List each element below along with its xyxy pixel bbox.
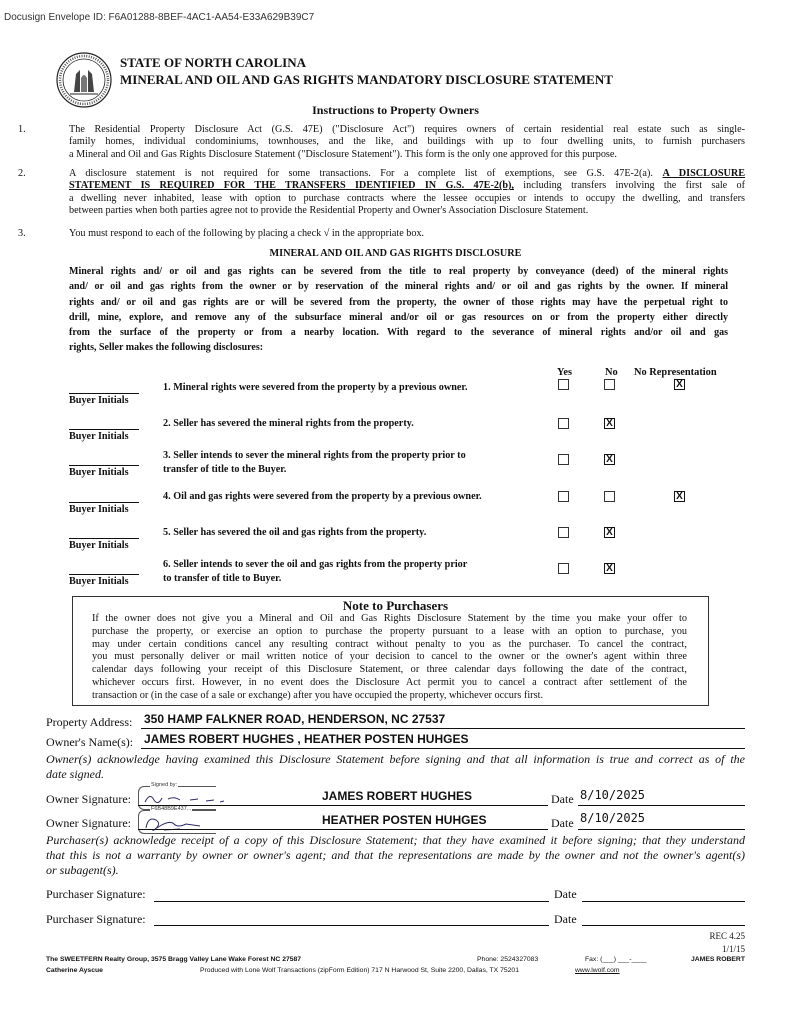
instruction-item-1	[69, 124, 745, 161]
text-line: Mineral rights and/ or oil and gas rights can be severed from the title to real property by conveyance (deed) of the mineral rights	[69, 266, 728, 277]
signed-by-caption: Signed by:	[151, 782, 177, 788]
text-line: 6. Seller intends to sever the oil and gas rights from the property prior	[163, 559, 468, 570]
text-line	[69, 168, 745, 180]
checkbox-norep-q1[interactable]: X	[674, 379, 685, 390]
text-line: 4. Oil and gas rights were severed from the property by a previous owner.	[163, 490, 482, 502]
purchaser-date-field[interactable]	[582, 925, 745, 926]
owner-signature-label: Owner Signature:	[46, 816, 131, 830]
buyer-initials-field[interactable]	[69, 502, 139, 503]
address-underline	[141, 728, 745, 729]
text-line: a Mineral and Oil and Gas Rights Disclosure Statement ("Disclosure Statement"). This form is the only one approved for this purpose.	[69, 148, 617, 160]
text-line	[69, 180, 745, 192]
text-line: 1. Mineral rights were severed from the property by a previous owner.	[163, 382, 468, 393]
transaction-party: JAMES ROBERT	[690, 956, 745, 963]
instructions-heading: Instructions to Property Owners	[312, 103, 479, 117]
item-number: 1.	[18, 124, 26, 135]
disclosure-heading: MINERAL AND OIL AND GAS RIGHTS DISCLOSURE	[269, 248, 522, 259]
text-line: to transfer of title to Buyer.	[163, 573, 282, 584]
checkbox-yes-q2[interactable]	[558, 418, 569, 429]
checkbox-yes-q3[interactable]	[558, 454, 569, 465]
owner-name-1: JAMES ROBERT HUGHES	[322, 789, 473, 803]
buyer-initials-field[interactable]	[69, 393, 139, 394]
text-line: between parties when both parties agree not to provide the Residential Property and Owner's Association Disclosure Statement.	[69, 205, 589, 217]
owners-name-label: Owner's Name(s):	[46, 735, 134, 749]
buyer-initials-label: Buyer Initials	[69, 467, 129, 479]
text-line: and/ or oil and gas rights from the owner or by reservation of the mineral rights and/ or oil and gas rights by the owner. If mineral	[69, 281, 728, 293]
text-line: 5. Seller has severed the oil and gas rights from the property.	[163, 526, 427, 538]
text-line: rights and/ or oil and gas rights are or will be severed from the property, the owner of those rights may have the perpetual right to	[69, 296, 728, 308]
purchaser-acknowledgement	[46, 833, 745, 878]
text-line: The Residential Property Disclosure Act (G.S. 47E) ("Disclosure Act") requires owners of certain residential real estate such as single-	[69, 124, 745, 135]
owner-name-2: HEATHER POSTEN HUHGES	[322, 813, 487, 827]
text-line: may under certain conditions cancel any resulting contract without penalty to you as the purchaser. To cancel the contract,	[92, 638, 687, 650]
state-seal-icon	[56, 52, 112, 108]
text-line: transaction or (in the case of a sale or exchange) after you have occupied the property, whichever occurs first.	[92, 689, 544, 701]
text-line: Owner(s) acknowledge having examined this Disclosure Statement before signing and that all information is true and correct as of the	[46, 752, 745, 766]
question-text	[163, 526, 426, 540]
produced-with: Produced with Lone Wolf Transactions (zipForm Edition) 717 N Harwood St, Suite 2200, Dallas, TX 75201	[200, 967, 519, 974]
state-heading: STATE OF NORTH CAROLINA	[120, 55, 307, 70]
date-label: Date	[554, 912, 577, 926]
purchaser-signature-label: Purchaser Signature:	[46, 887, 146, 901]
checkbox-no-q5[interactable]: X	[604, 527, 615, 538]
column-no: No	[605, 367, 618, 378]
date-label: Date	[551, 792, 574, 806]
form-title: MINERAL AND OIL AND GAS RIGHTS MANDATORY DISCLOSURE STATEMENT	[120, 72, 613, 87]
property-address-label: Property Address:	[46, 715, 133, 729]
signature-scribble-icon	[140, 812, 230, 834]
text-line: from the surface of the property or from a nearby location. With regard to the severance of mineral rights and/or oil and gas	[69, 327, 728, 339]
buyer-initials-label: Buyer Initials	[69, 503, 129, 515]
signature-id-caption: F6B48B9E437...	[151, 806, 192, 812]
purchaser-signature-field[interactable]	[154, 901, 549, 902]
question-text	[163, 490, 482, 504]
purchaser-signature-field[interactable]	[154, 925, 549, 926]
date-underline	[578, 805, 745, 806]
text-span: including transfers involving the first sale of	[523, 180, 746, 192]
checkbox-no-q4[interactable]	[604, 491, 615, 502]
note-heading: Note to Purchasers	[342, 598, 449, 613]
owner-signature-label: Owner Signature:	[46, 792, 131, 806]
owners-underline	[141, 748, 745, 749]
text-line: calendar days following your receipt of this Disclosure Statement, or three calendar days following the date of the contract,	[92, 664, 687, 676]
text-line: drill, mine, explore, and remove any of the subsurface mineral and/or oil or gas resources on or from the property either directly	[69, 311, 728, 323]
checkbox-yes-q6[interactable]	[558, 563, 569, 574]
checkbox-no-q6[interactable]: X	[604, 563, 615, 574]
question-text	[163, 381, 468, 395]
emphasis-text: A DISCLOSURE	[662, 168, 746, 179]
buyer-initials-field[interactable]	[69, 465, 139, 466]
date-underline	[578, 829, 745, 830]
text-line: that this is not a warranty by owner or owner's agent; and that the representations are made by the owner and not the owner's agent(s)	[46, 848, 745, 862]
signature-underline	[138, 829, 548, 830]
buyer-initials-label: Buyer Initials	[69, 395, 129, 406]
instruction-item-2	[69, 168, 745, 218]
checkbox-yes-q4[interactable]	[558, 491, 569, 502]
form-revision-date: 1/1/15	[721, 944, 745, 954]
buyer-initials-field[interactable]	[69, 538, 139, 539]
text-line: Purchaser(s) acknowledge receipt of a copy of this Disclosure Statement; that they have examined it before signing; that they understand	[46, 833, 745, 847]
disclosure-paragraph	[69, 264, 728, 356]
owner-date-1[interactable]: 8/10/2025	[580, 788, 646, 802]
question-text	[163, 449, 466, 477]
envelope-id: Docusign Envelope ID: F6A01288-8BEF-4AC1-AA54-E33A629B39C7	[4, 12, 315, 23]
purchaser-date-field[interactable]	[582, 901, 745, 902]
fax-number: Fax: (___) ___-____	[585, 956, 647, 963]
text-line: purchase the property, or exercise an option to purchase the property pursuant to a lease with an option to purchase, you	[92, 625, 687, 637]
text-line: If the owner does not give you a Mineral and Oil and Gas Rights Disclosure Statement by the time you make your offer to	[92, 613, 687, 624]
text-line: you must personally deliver or mail written notice of your decision to cancel to the owner or the owner's agent within three	[92, 651, 687, 663]
checkbox-no-q2[interactable]: X	[604, 418, 615, 429]
text-line: family homes, individual condominiums, townhouses, and the like, and buildings with up to four dwelling units, to furnish purchasers	[69, 136, 745, 148]
owner-date-2[interactable]: 8/10/2025	[580, 811, 646, 825]
checkbox-yes-q1[interactable]	[558, 379, 569, 390]
column-no-representation: No Representation	[634, 367, 717, 378]
owners-name-value[interactable]: JAMES ROBERT HUGHES , HEATHER POSTEN HUHGES	[144, 732, 469, 746]
text-line: 3. Seller intends to sever the mineral rights from the property prior to	[163, 450, 466, 462]
buyer-initials-field[interactable]	[69, 574, 139, 575]
note-paragraph	[92, 613, 687, 703]
text-line: a dwelling never inhabited, lease with option to purchase contracts where the lessee occupies or intends to occupy the dwelling, and transfers	[69, 192, 745, 204]
purchaser-signature-label: Purchaser Signature:	[46, 912, 146, 926]
form-revision: REC 4.25	[709, 931, 745, 941]
lwolf-link[interactable]: www.lwolf.com	[575, 967, 620, 974]
checkbox-no-q3[interactable]: X	[604, 454, 615, 465]
text-line: date signed.	[46, 767, 104, 781]
text-line: transfer of title to the Buyer.	[163, 464, 287, 476]
text-line: 2. Seller has severed the mineral rights from the property.	[163, 418, 414, 430]
text-line: whichever occurs first. However, in no event does the Disclosure Act permit you to cancel a contract after settlement of the	[92, 676, 687, 688]
question-text	[163, 417, 414, 431]
item-number: 2.	[18, 168, 26, 179]
buyer-initials-label: Buyer Initials	[69, 539, 129, 551]
buyer-initials-label: Buyer Initials	[69, 431, 129, 443]
owner-acknowledgement	[46, 752, 745, 782]
signature-underline	[138, 805, 548, 806]
question-text	[163, 558, 467, 586]
buyer-initials-label: Buyer Initials	[69, 576, 129, 587]
property-address-value[interactable]: 350 HAMP FALKNER ROAD, HENDERSON, NC 27537	[144, 712, 446, 726]
checkbox-yes-q5[interactable]	[558, 527, 569, 538]
text-line: rights, Seller makes the following disclosures:	[69, 342, 264, 354]
emphasis-text: STATEMENT IS REQUIRED FOR THE TRANSFERS IDENTIFIED IN G.S. 47E-2(b),	[69, 180, 514, 192]
column-yes: Yes	[557, 367, 573, 378]
phone-number: Phone: 2524327083	[477, 956, 539, 963]
brokerage-info: The SWEETFERN Realty Group, 3575 Bragg Valley Lane Wake Forest NC 27587	[46, 956, 302, 963]
text-line: or subagent(s).	[46, 863, 119, 877]
checkbox-no-q1[interactable]	[604, 379, 615, 390]
agent-name: Catherine Ayscue	[46, 967, 103, 974]
date-label: Date	[554, 887, 577, 901]
instruction-item-3: You must respond to each of the following by placing a check √ in the appropriate box.	[69, 228, 425, 239]
date-label: Date	[551, 816, 574, 830]
text-span: A disclosure statement is not required for some transactions. For a complete list of exemptions, see G.S. 47E-2(a).	[69, 168, 653, 179]
buyer-initials-field[interactable]	[69, 429, 139, 430]
item-number: 3.	[18, 228, 26, 239]
checkbox-norep-q4[interactable]: X	[674, 491, 685, 502]
